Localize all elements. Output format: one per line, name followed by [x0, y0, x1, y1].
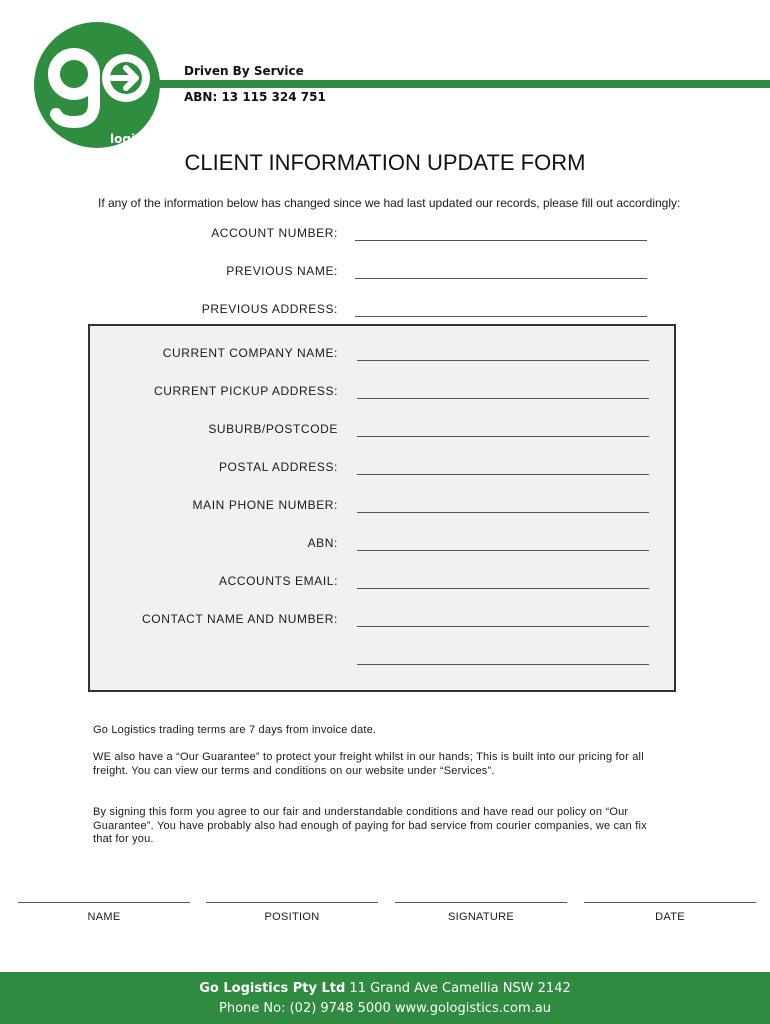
- date-label: DATE: [655, 911, 685, 923]
- previous-name-row: [0, 264, 770, 282]
- form-intro: If any of the information below has changed since we had last updated our records, please fill out accordingly:: [98, 196, 681, 210]
- abn-field[interactable]: [357, 550, 649, 551]
- previous-address-row: [0, 302, 770, 320]
- postal-address-label: POSTAL ADDRESS:: [218, 460, 338, 474]
- contact-label: CONTACT NAME AND NUMBER:: [142, 612, 338, 626]
- form-title: CLIENT INFORMATION UPDATE FORM: [184, 150, 586, 175]
- footer-address: 11 Grand Ave Camellia NSW 2142: [349, 981, 571, 996]
- go-logistics-logo: [34, 22, 167, 148]
- abn-label: ABN:: [307, 536, 338, 550]
- main-phone-field[interactable]: [357, 512, 649, 513]
- signature-column: [395, 902, 567, 923]
- contact-extra-row: [0, 650, 770, 668]
- previous-name-field[interactable]: [355, 278, 647, 279]
- terms-paragraph: Go Logistics trading terms are 7 days from invoice date.: [93, 724, 377, 736]
- name-line[interactable]: [18, 902, 190, 903]
- suburb-postcode-label: SUBURB/POSTCODE: [208, 422, 338, 436]
- footer-contact: Phone No: (02) 9748 5000 www.gologistics.com.au: [219, 1001, 551, 1016]
- account-number-row: [0, 226, 770, 244]
- account-number-field[interactable]: [355, 240, 647, 241]
- company-name-field[interactable]: [357, 360, 649, 361]
- accounts-email-row: [0, 574, 770, 592]
- previous-address-field[interactable]: [355, 316, 647, 317]
- logo-word: logistics: [110, 132, 167, 146]
- signing-paragraph: By signing this form you agree to our fair and understandable conditions and have read our policy on “Our Guarantee”. You have probably also had enough of paying for bad service from courier companies, we can fix that for you.: [93, 806, 647, 845]
- accounts-email-label: ACCOUNTS EMAIL:: [218, 574, 338, 588]
- main-phone-row: [0, 498, 770, 516]
- pickup-address-label: CURRENT PICKUP ADDRESS:: [153, 384, 338, 398]
- postal-address-field[interactable]: [357, 474, 649, 475]
- contact-field[interactable]: [357, 626, 649, 627]
- name-signature-column: [18, 902, 190, 923]
- postal-address-row: [0, 460, 770, 478]
- contact-row: [0, 612, 770, 630]
- main-phone-label: MAIN PHONE NUMBER:: [192, 498, 338, 512]
- name-label: NAME: [87, 911, 121, 923]
- footer-address-line: [0, 979, 770, 999]
- suburb-postcode-row: [0, 422, 770, 440]
- accounts-email-field[interactable]: [357, 588, 649, 589]
- position-line[interactable]: [206, 902, 378, 903]
- abn-row: [0, 536, 770, 554]
- company-abn: ABN: 13 115 324 751: [184, 90, 326, 104]
- footer-bar: [0, 972, 770, 1024]
- contact-extra-field[interactable]: [357, 664, 649, 665]
- suburb-postcode-field[interactable]: [357, 436, 649, 437]
- pickup-address-field[interactable]: [357, 398, 649, 399]
- company-name-label: CURRENT COMPANY NAME:: [162, 346, 338, 360]
- account-number-label: ACCOUNT NUMBER:: [211, 226, 338, 240]
- tagline: Driven By Service: [184, 64, 304, 78]
- previous-name-label: PREVIOUS NAME:: [226, 264, 338, 278]
- position-signature-column: [206, 902, 378, 923]
- previous-address-label: PREVIOUS ADDRESS:: [201, 302, 338, 316]
- footer-company-name: Go Logistics Pty Ltd: [199, 981, 346, 996]
- signature-label: SIGNATURE: [447, 911, 515, 923]
- guarantee-paragraph: WE also have a “Our Guarantee” to protect your freight whilst in our hands; This is built into our pricing for all freight. You can view our terms and conditions on our website under “Services”.: [93, 751, 644, 777]
- signature-line[interactable]: [395, 902, 567, 903]
- position-label: POSITION: [264, 911, 320, 923]
- company-name-row: [0, 346, 770, 364]
- date-line[interactable]: [584, 902, 756, 903]
- pickup-address-row: [0, 384, 770, 402]
- date-signature-column: [584, 902, 756, 923]
- logo-graphic: [34, 22, 160, 148]
- header-divider-bar: [120, 80, 770, 88]
